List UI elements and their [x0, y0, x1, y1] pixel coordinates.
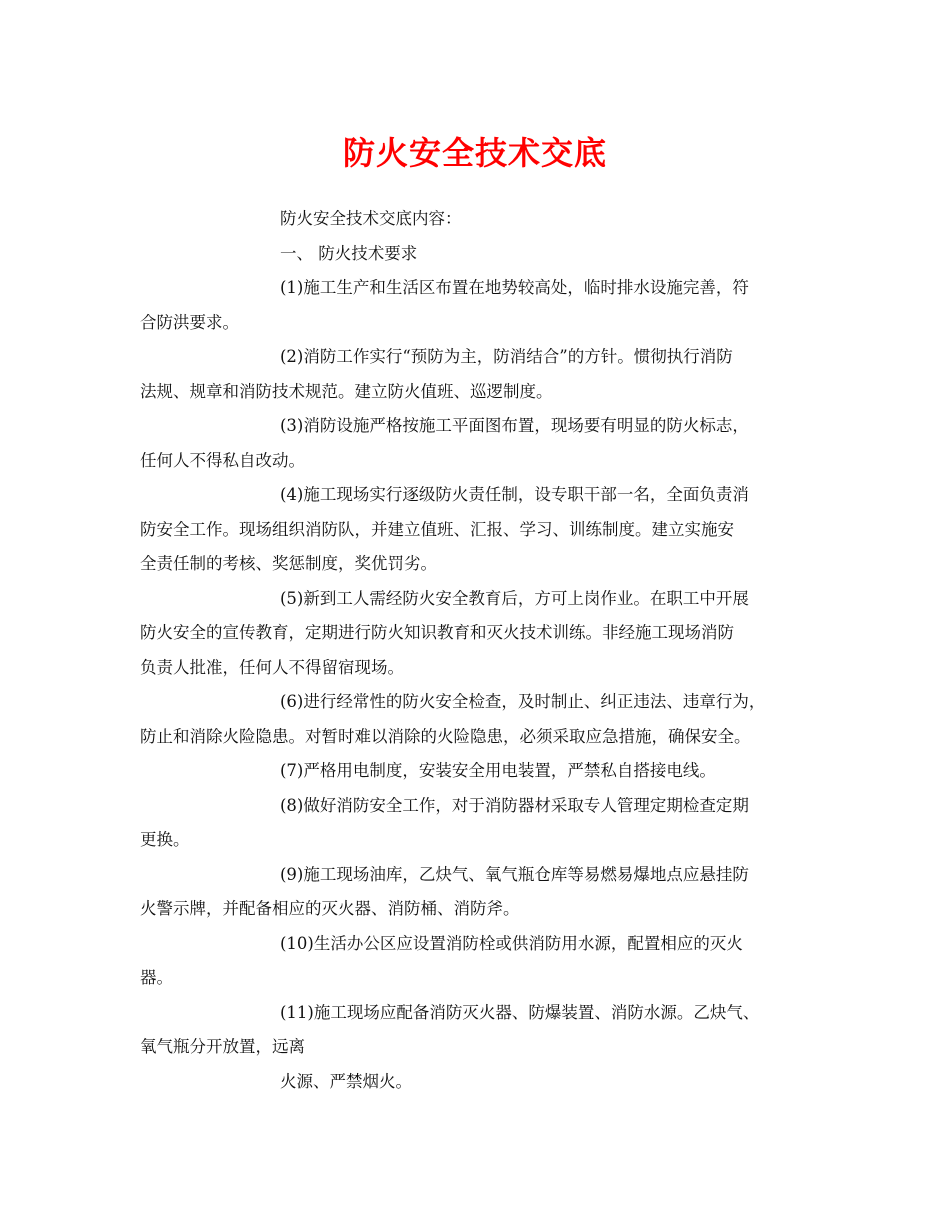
paragraph-line: (5)新到工人需经防火安全教育后，方可上岗作业。在职工中开展	[280, 588, 749, 608]
paragraph-line: (9)施工现场油库，乙炔气、氧气瓶仓库等易燃易爆地点应悬挂防	[280, 864, 749, 884]
paragraph-line: 氧气瓶分开放置，远离	[140, 1037, 305, 1056]
intro-line: 防火安全技术交底内容：	[280, 209, 462, 228]
paragraph-line: 火源、严禁烟火。	[280, 1071, 412, 1091]
paragraph-line: (10)生活办公区应设置消防栓或供消防用水源，配置相应的灭火	[280, 933, 743, 953]
paragraph-line: (4)施工现场实行逐级防火责任制，设专职干部一名，全面负责消	[280, 485, 749, 504]
paragraph-line: 合防洪要求。	[140, 312, 239, 332]
paragraph-line: 负责人批准，任何人不得留宿现场。	[140, 657, 404, 677]
paragraph-line: (3)消防设施严格按施工平面图布置，现场要有明显的防火标志，	[280, 416, 749, 435]
paragraph-line: 任何人不得私自改动。	[140, 450, 305, 470]
section-heading: 一、 防火技术要求	[280, 243, 418, 263]
paragraph-line: 更换。	[140, 830, 190, 849]
paragraph-line: 防安全工作。现场组织消防队，并建立值班、汇报、学习、训练制度。建立实施安	[140, 519, 734, 539]
paragraph-line: (1)施工生产和生活区布置在地势较高处，临时排水设施完善，符	[280, 278, 749, 297]
paragraph-line: 器。	[140, 968, 173, 987]
document-title: 防火安全技术交底	[342, 134, 607, 172]
paragraph-line: (7)严格用电制度，安装安全用电装置，严禁私自搭接电线。	[280, 761, 716, 780]
paragraph-line: 全责任制的考核、奖惩制度，奖优罚劣。	[140, 554, 437, 573]
paragraph-line: (11)施工现场应配备消防灭火器、防爆装置、消防水源。乙炔气、	[280, 1002, 760, 1022]
paragraph-line: 火警示牌，并配备相应的灭火器、消防桶、消防斧。	[140, 899, 520, 918]
paragraph-line: (2)消防工作实行“预防为主，防消结合”的方针。惯彻执行消防	[280, 347, 733, 366]
paragraph-line: 防止和消除火险隐患。对暂时难以消除的火险隐患，必须采取应急措施，确保安全。	[140, 726, 751, 746]
document-body	[140, 202, 820, 1099]
paragraph-line: (6)进行经常性的防火安全检查，及时制止、纠正违法、违章行为，	[280, 692, 766, 711]
paragraph-line: 法规、规章和消防技术规范。建立防火值班、巡逻制度。	[140, 381, 553, 401]
paragraph-line: (8)做好消防安全工作，对于消防器材采取专人管理定期检查定期	[280, 795, 749, 815]
paragraph-line: 防火安全的宣传教育，定期进行防火知识教育和灭火技术训练。非经施工现场消防	[140, 623, 734, 642]
